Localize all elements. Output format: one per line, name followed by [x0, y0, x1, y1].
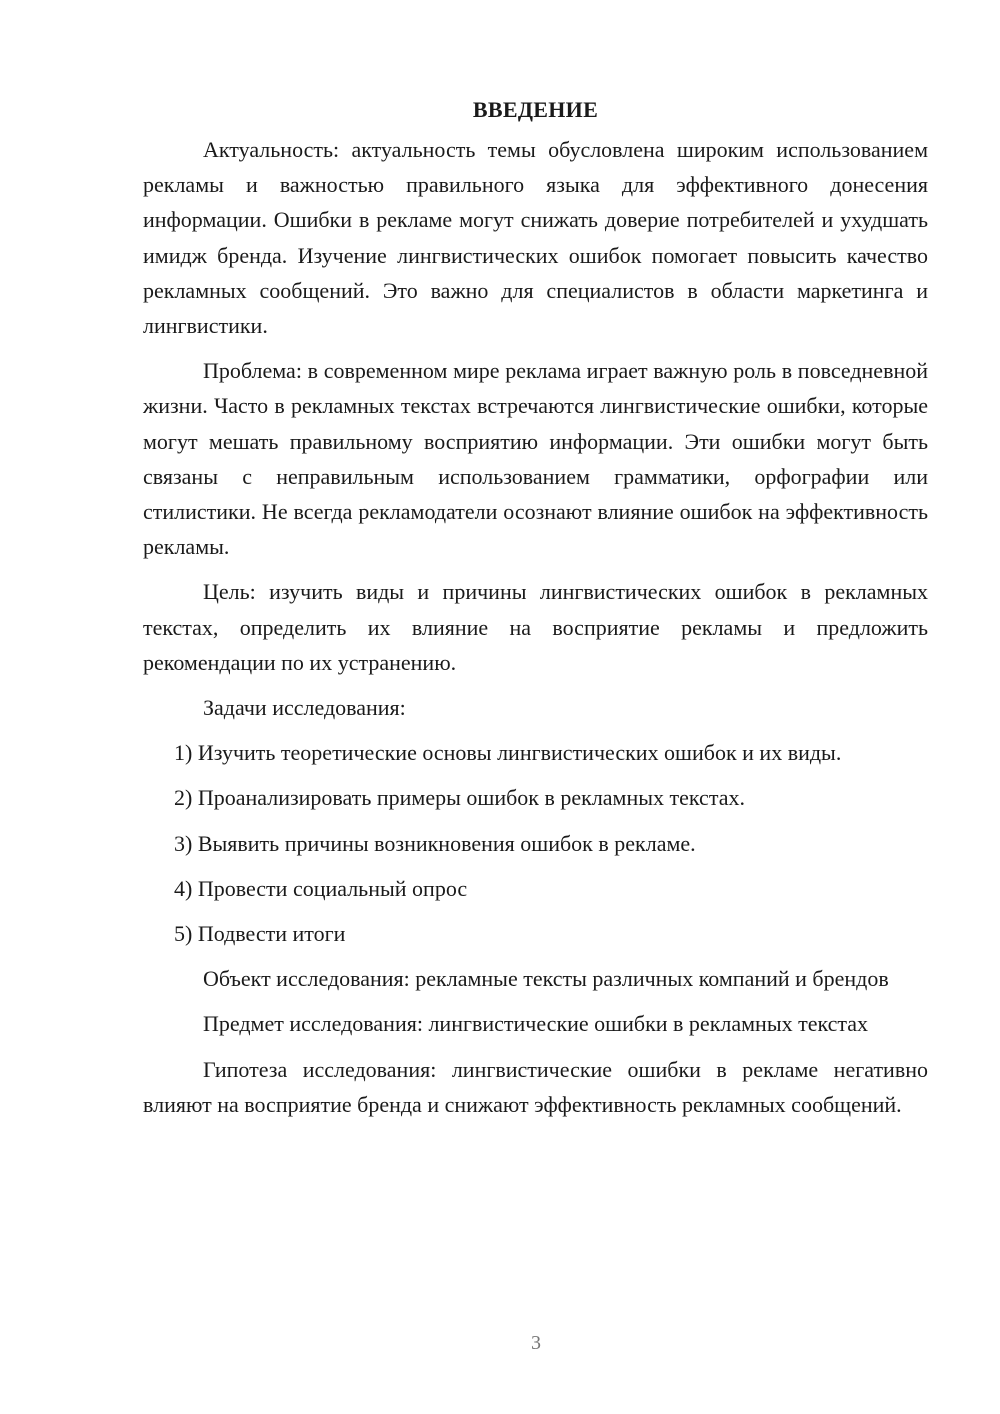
- document-page: [143, 90, 928, 1132]
- tasks-label: Задачи исследования:: [203, 695, 406, 721]
- task-item-2: 2) Проанализировать примеры ошибок в рекламных текстах.: [174, 785, 745, 811]
- problem-paragraph: Проблема: в современном мире реклама играет важную роль в повседневной жизни. Часто в рекламных текстах встречаются лингвистические ошибки, которые могут мешать правильному восприятию информации. Эти ошибки могут быть связаны с неправильным использованием грамматики, орфографии или стилистики. Не всегда рекламодатели осознают влияние ошибок на эффективность рекламы.: [143, 358, 928, 560]
- task-item-4: 4) Провести социальный опрос: [174, 875, 468, 901]
- task-item-1: 1) Изучить теоретические основы лингвистических ошибок и их виды.: [174, 740, 842, 766]
- tasks-list: [143, 735, 928, 951]
- hypothesis-paragraph: Гипотеза исследования: лингвистические ошибки в рекламе негативно влияют на восприятие бренда и снижают эффективность рекламных сообщений.: [143, 1056, 928, 1117]
- task-item-5: 5) Подвести итоги: [174, 921, 346, 947]
- object-paragraph: Объект исследования: рекламные тексты различных компаний и брендов: [203, 966, 889, 992]
- page-title: ВВЕДЕНИЕ: [472, 97, 599, 122]
- task-item-3: 3) Выявить причины возникновения ошибок в рекламе.: [174, 830, 696, 856]
- subject-paragraph: Предмет исследования: лингвистические ошибки в рекламных текстах: [203, 1011, 869, 1037]
- page-number: 3: [531, 1332, 541, 1354]
- relevance-paragraph: Актуальность: актуальность темы обусловлена широким использованием рекламы и важностью правильного языка для эффективного донесения информации. Ошибки в рекламе могут снижать доверие потребителей и ухудшать имидж бренда. Изучение лингвистических ошибок помогает повысить качество рекламных сообщений. Это важно для специалистов в области маркетинга и лингвистики.: [143, 137, 928, 339]
- goal-paragraph: Цель: изучить виды и причины лингвистических ошибок в рекламных текстах, определить их влияние на восприятие рекламы и предложить рекомендации по их устранению.: [143, 579, 928, 675]
